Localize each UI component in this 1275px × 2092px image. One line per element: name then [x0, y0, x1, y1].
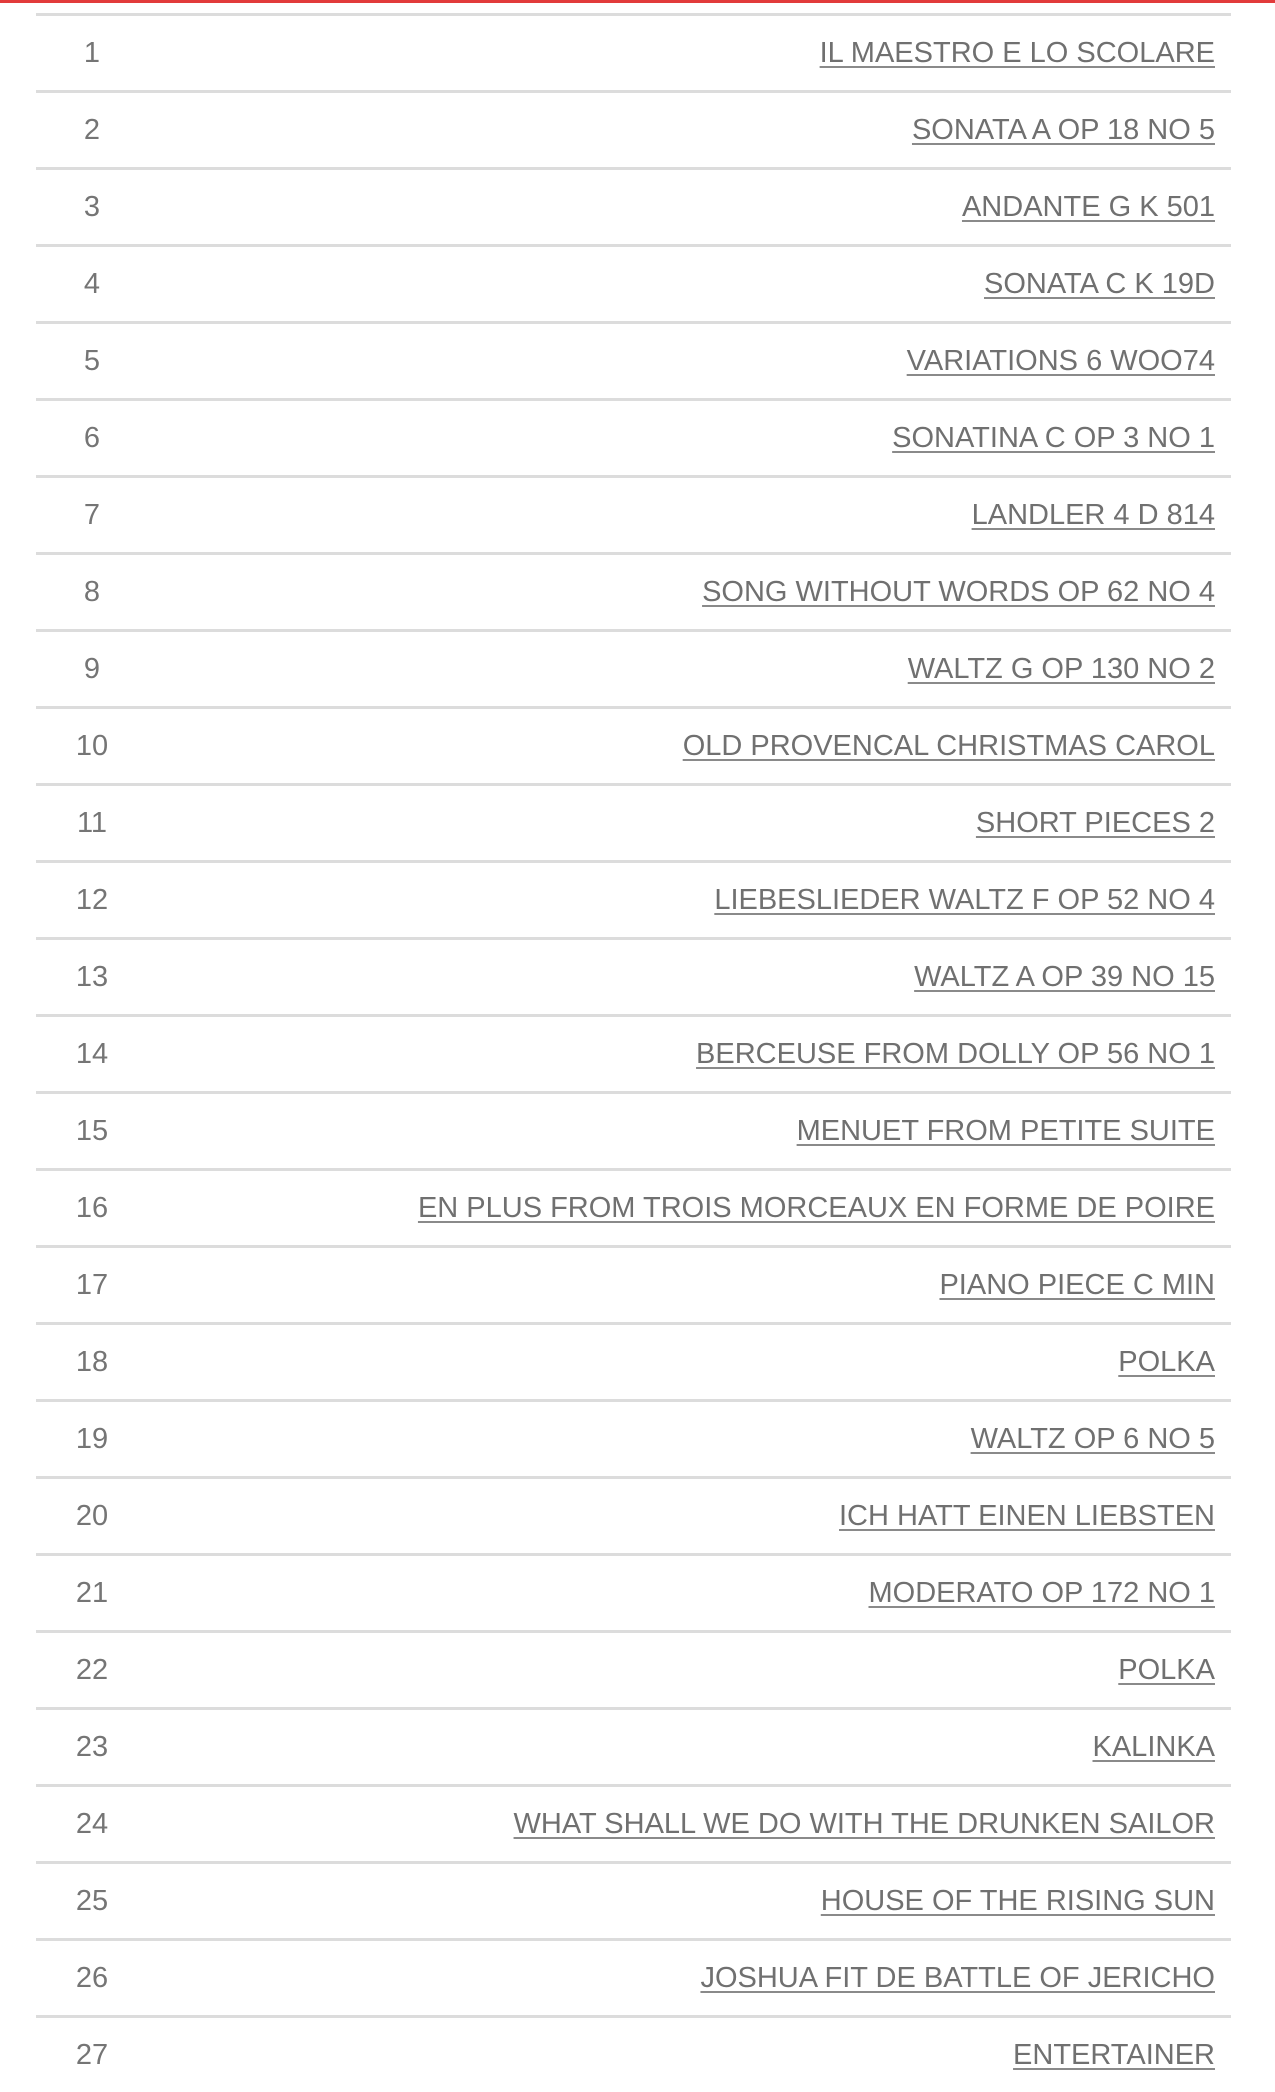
- track-row: [36, 786, 1231, 863]
- track-number: 14: [75, 1038, 109, 1070]
- track-number: 17: [75, 1269, 109, 1301]
- track-row: [36, 1479, 1231, 1556]
- track-title-link[interactable]: VARIATIONS 6 WOO74: [906, 345, 1215, 377]
- track-row: [36, 863, 1231, 940]
- track-row: [36, 555, 1231, 632]
- track-title-link[interactable]: SONG WITHOUT WORDS OP 62 NO 4: [702, 576, 1215, 608]
- track-number: 15: [75, 1115, 109, 1147]
- track-row: [36, 1094, 1231, 1171]
- track-number: 13: [75, 961, 109, 993]
- track-row: [36, 1248, 1231, 1325]
- track-row: [36, 170, 1231, 247]
- track-title-link[interactable]: LANDLER 4 D 814: [971, 499, 1215, 531]
- track-number: 8: [83, 576, 101, 608]
- track-number: 22: [75, 1654, 109, 1686]
- track-number: 1: [83, 37, 101, 69]
- track-row: [36, 1402, 1231, 1479]
- track-title-link[interactable]: WALTZ G OP 130 NO 2: [907, 653, 1215, 685]
- track-row: [36, 1787, 1231, 1864]
- track-title-link[interactable]: PIANO PIECE C MIN: [939, 1269, 1215, 1301]
- track-title-link[interactable]: ENTERTAINER: [1013, 2039, 1215, 2071]
- track-number: 2: [83, 114, 101, 146]
- track-number: 23: [75, 1731, 109, 1763]
- track-number: 21: [75, 1577, 109, 1609]
- track-title-link[interactable]: LIEBESLIEDER WALTZ F OP 52 NO 4: [714, 884, 1215, 916]
- track-number: 3: [83, 191, 101, 223]
- track-title-link[interactable]: OLD PROVENCAL CHRISTMAS CAROL: [682, 730, 1215, 762]
- track-row: [36, 247, 1231, 324]
- track-number: 11: [76, 807, 108, 839]
- track-row: [36, 1710, 1231, 1787]
- track-number: 12: [75, 884, 109, 916]
- track-row: [36, 1325, 1231, 1402]
- track-row: [36, 1556, 1231, 1633]
- track-number: 25: [75, 1885, 109, 1917]
- track-title-link[interactable]: POLKA: [1118, 1346, 1215, 1378]
- track-row: [36, 940, 1231, 1017]
- track-number: 27: [75, 2039, 109, 2071]
- track-title-link[interactable]: WHAT SHALL WE DO WITH THE DRUNKEN SAILOR: [513, 1808, 1215, 1840]
- top-accent-bar: [0, 0, 1275, 3]
- track-row: [36, 1633, 1231, 1710]
- track-row: [36, 2018, 1231, 2092]
- track-row: [36, 632, 1231, 709]
- track-number: 9: [83, 653, 101, 685]
- track-number: 4: [83, 268, 101, 300]
- track-number: 24: [75, 1808, 109, 1840]
- track-number: 19: [75, 1423, 109, 1455]
- track-row: [36, 1171, 1231, 1248]
- track-title-link[interactable]: MENUET FROM PETITE SUITE: [796, 1115, 1215, 1147]
- track-number: 7: [83, 499, 101, 531]
- track-number: 18: [75, 1346, 109, 1378]
- track-number: 20: [75, 1500, 109, 1532]
- track-row: [36, 93, 1231, 170]
- track-title-link[interactable]: HOUSE OF THE RISING SUN: [820, 1885, 1215, 1917]
- track-row: [36, 401, 1231, 478]
- track-row: [36, 478, 1231, 555]
- track-title-link[interactable]: MODERATO OP 172 NO 1: [868, 1577, 1215, 1609]
- track-list: [36, 13, 1231, 2092]
- track-title-link[interactable]: IL MAESTRO E LO SCOLARE: [819, 37, 1215, 69]
- track-title-link[interactable]: BERCEUSE FROM DOLLY OP 56 NO 1: [696, 1038, 1215, 1070]
- track-title-link[interactable]: SONATINA C OP 3 NO 1: [892, 422, 1215, 454]
- track-number: 10: [75, 730, 109, 762]
- track-row: [36, 1864, 1231, 1941]
- track-title-link[interactable]: KALINKA: [1092, 1731, 1215, 1763]
- track-title-link[interactable]: SONATA C K 19D: [984, 268, 1215, 300]
- track-title-link[interactable]: SHORT PIECES 2: [975, 807, 1215, 839]
- track-number: 5: [83, 345, 101, 377]
- track-row: [36, 324, 1231, 401]
- track-row: [36, 1941, 1231, 2018]
- track-row: [36, 709, 1231, 786]
- track-number: 6: [83, 422, 101, 454]
- track-title-link[interactable]: ICH HATT EINEN LIEBSTEN: [839, 1500, 1215, 1532]
- track-number: 16: [75, 1192, 109, 1224]
- track-title-link[interactable]: ANDANTE G K 501: [961, 191, 1215, 223]
- track-title-link[interactable]: POLKA: [1118, 1654, 1215, 1686]
- track-row: [36, 1017, 1231, 1094]
- track-number: 26: [75, 1962, 109, 1994]
- track-title-link[interactable]: WALTZ OP 6 NO 5: [970, 1423, 1215, 1455]
- track-title-link[interactable]: EN PLUS FROM TROIS MORCEAUX EN FORME DE POIRE: [417, 1192, 1215, 1224]
- track-title-link[interactable]: SONATA A OP 18 NO 5: [911, 114, 1215, 146]
- track-title-link[interactable]: JOSHUA FIT DE BATTLE OF JERICHO: [700, 1962, 1215, 1994]
- track-title-link[interactable]: WALTZ A OP 39 NO 15: [914, 961, 1215, 993]
- track-row: [36, 13, 1231, 93]
